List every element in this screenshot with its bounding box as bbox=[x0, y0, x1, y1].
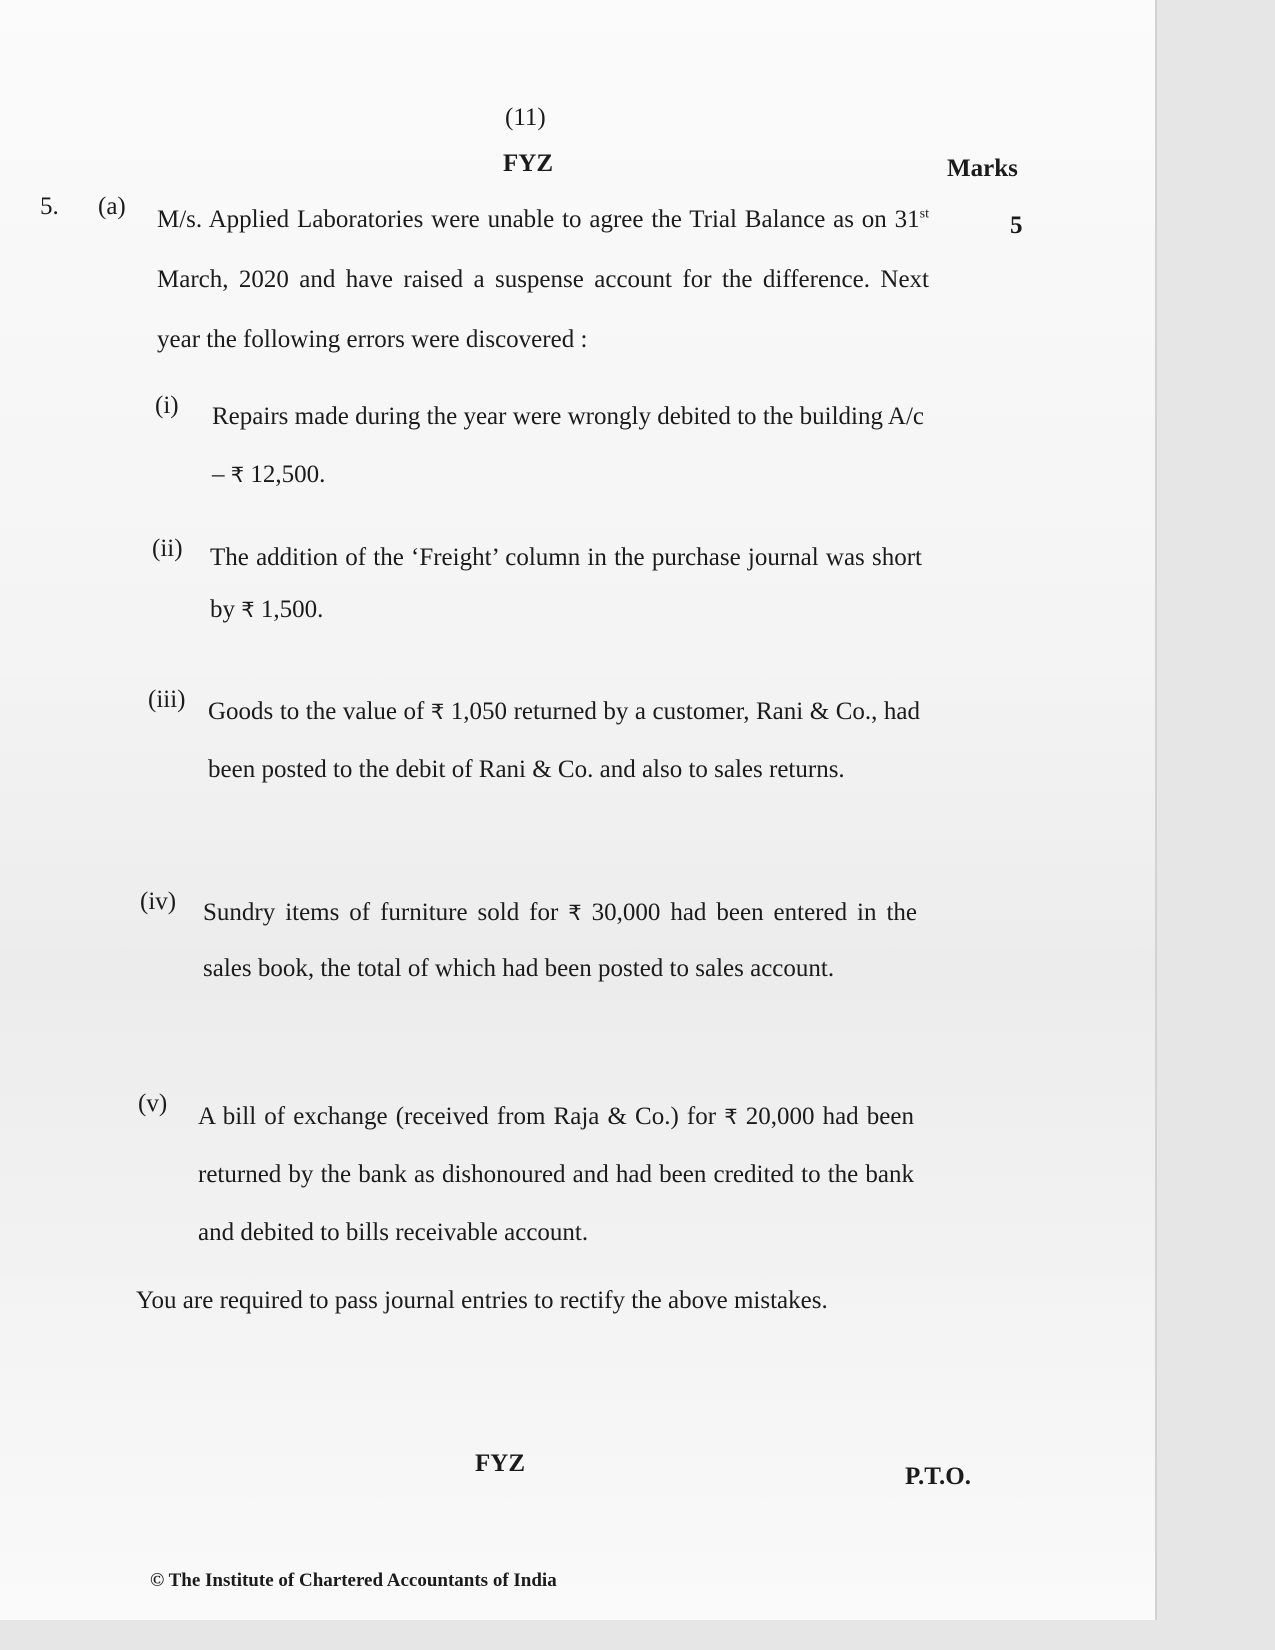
error-item: Repairs made during the year were wrongly debited to the building A/c – ₹ 12,500. bbox=[212, 403, 924, 488]
rupee-icon: ₹ bbox=[230, 463, 245, 487]
question-marks: 5 bbox=[1010, 212, 1023, 239]
error-item: Sundry items of furniture sold for ₹ 30,000 had been entered in the sales book, the total of which had been posted to sales account. bbox=[203, 899, 917, 982]
rupee-icon: ₹ bbox=[568, 901, 582, 925]
rupee-icon: ₹ bbox=[241, 598, 255, 622]
error-amount: 1,500 bbox=[260, 596, 318, 623]
error-label: (v) bbox=[138, 1090, 168, 1117]
error-amount: 1,050 bbox=[450, 698, 508, 725]
error-label: (ii) bbox=[152, 535, 183, 562]
paper-code-footer: FYZ bbox=[475, 1450, 525, 1477]
error-label: (i) bbox=[155, 392, 179, 419]
question-intro: M/s. Applied Laboratories were unable to agree the Trial Balance as on 31st March, 2020 and have raised a suspense account for the difference. Next year the following errors were discovered : bbox=[157, 206, 929, 353]
page-number: (11) bbox=[505, 104, 546, 131]
error-label: (iii) bbox=[148, 686, 186, 713]
error-item: A bill of exchange (received from Raja & Co.) for ₹ 20,000 had been returned by the bank as dishonoured and had been credited to the bank and debited to bills receivable account. bbox=[198, 1103, 914, 1246]
please-turn-over: P.T.O. bbox=[905, 1463, 971, 1490]
paper-code-header: FYZ bbox=[503, 150, 553, 177]
question-number: 5. bbox=[40, 193, 59, 220]
error-amount: 20,000 bbox=[745, 1103, 815, 1130]
question-part-label: (a) bbox=[98, 193, 126, 220]
error-amount: 12,500 bbox=[250, 461, 320, 488]
error-label: (iv) bbox=[140, 888, 177, 915]
marks-column-heading: Marks bbox=[947, 155, 1018, 182]
error-item: The addition of the ‘Freight’ column in the purchase journal was short by ₹ 1,500. bbox=[210, 544, 922, 623]
question-instruction: You are required to pass journal entries to rectify the above mistakes. bbox=[136, 1287, 828, 1314]
error-item: Goods to the value of ₹ 1,050 returned by a customer, Rani & Co., had been posted to the debit of Rani & Co. and also to sales returns. bbox=[208, 698, 920, 783]
error-amount: 30,000 bbox=[591, 899, 661, 926]
copyright-notice: © The Institute of Chartered Accountants of India bbox=[150, 1570, 557, 1591]
rupee-icon: ₹ bbox=[430, 700, 445, 724]
rupee-icon: ₹ bbox=[724, 1105, 738, 1129]
